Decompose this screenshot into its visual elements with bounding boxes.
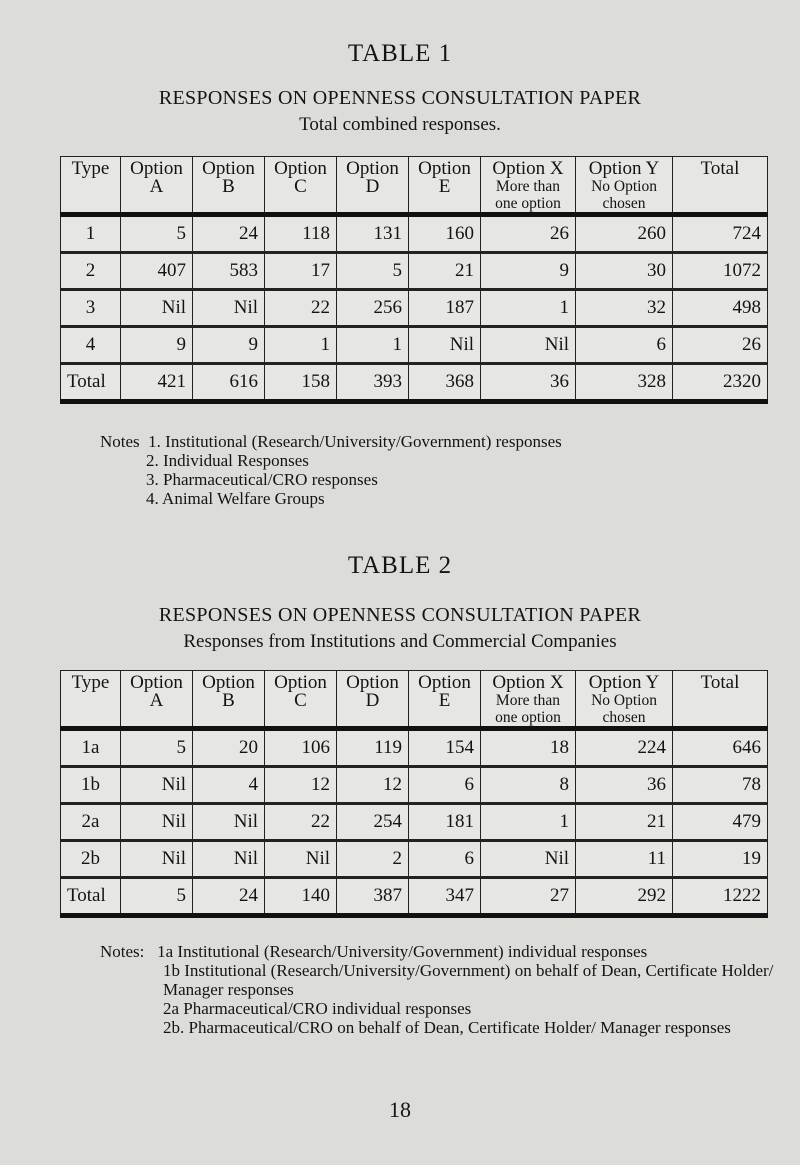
table-cell: 6 bbox=[576, 327, 673, 364]
table1-note: 3. Pharmaceutical/CRO responses bbox=[146, 470, 378, 489]
table-cell: Nil bbox=[481, 841, 576, 878]
table-cell: Nil bbox=[121, 767, 193, 804]
column-header-label: Option bbox=[202, 672, 255, 693]
table2-note: 2a Pharmaceutical/CRO individual responses bbox=[163, 999, 472, 1018]
table-cell: 4 bbox=[193, 767, 265, 804]
table1-note: 1. Institutional (Research/University/Government) responses bbox=[148, 432, 562, 451]
column-header-sublabel: D bbox=[365, 690, 380, 711]
table1-row bbox=[61, 327, 768, 364]
table-cell: 160 bbox=[409, 215, 481, 253]
table-cell: 11 bbox=[576, 841, 673, 878]
column-header-label: Option Y bbox=[588, 158, 660, 179]
table-cell: 36 bbox=[576, 767, 673, 804]
table1 bbox=[60, 156, 768, 404]
table-cell: 5 bbox=[121, 215, 193, 253]
table2-label: TABLE 2 bbox=[347, 552, 453, 579]
table-cell: 17 bbox=[265, 253, 337, 290]
table-cell: 1 bbox=[481, 804, 576, 841]
table1-column-header bbox=[409, 157, 481, 215]
table2-column-header bbox=[409, 671, 481, 729]
table1-row bbox=[61, 364, 768, 402]
column-header-label: Option bbox=[346, 672, 399, 693]
column-header-label: Option bbox=[130, 672, 183, 693]
column-header-label: Option bbox=[274, 158, 327, 179]
table-cell: 9 bbox=[481, 253, 576, 290]
table-cell: 368 bbox=[409, 364, 481, 402]
table-cell: 347 bbox=[409, 878, 481, 916]
table-cell: 1 bbox=[481, 290, 576, 327]
table1-label: TABLE 1 bbox=[347, 40, 453, 67]
column-header-sublabel: D bbox=[365, 176, 380, 197]
table-cell: 24 bbox=[193, 215, 265, 253]
table1-note: 2. Individual Responses bbox=[146, 451, 309, 470]
table1-subheading: Total combined responses. bbox=[299, 114, 501, 135]
table-cell: 32 bbox=[576, 290, 673, 327]
row-type-cell: Total bbox=[61, 364, 121, 402]
table-cell: 646 bbox=[673, 729, 768, 767]
table2-column-header bbox=[121, 671, 193, 729]
column-header-label: Type bbox=[71, 672, 110, 693]
row-type-cell: 2b bbox=[61, 841, 121, 878]
table-cell: 12 bbox=[337, 767, 409, 804]
table-cell: 5 bbox=[121, 878, 193, 916]
table-cell: 479 bbox=[673, 804, 768, 841]
table2-row bbox=[61, 878, 768, 916]
table-cell: 106 bbox=[265, 729, 337, 767]
table-cell: 131 bbox=[337, 215, 409, 253]
table-cell: 26 bbox=[481, 215, 576, 253]
table-cell: 21 bbox=[576, 804, 673, 841]
table2-subheading: Responses from Institutions and Commercial Companies bbox=[183, 631, 617, 652]
row-type-cell: 2 bbox=[61, 253, 121, 290]
page-number: 18 bbox=[389, 1097, 411, 1122]
table-cell: Nil bbox=[121, 841, 193, 878]
table1-note: 4. Animal Welfare Groups bbox=[146, 489, 325, 508]
table-cell: Nil bbox=[121, 804, 193, 841]
table-cell: 5 bbox=[337, 253, 409, 290]
column-header-sublabel: B bbox=[222, 690, 235, 711]
table-cell: 20 bbox=[193, 729, 265, 767]
table1-notes-label: Notes bbox=[100, 432, 140, 451]
column-header-sublabel: E bbox=[438, 690, 451, 711]
table1-heading: RESPONSES ON OPENNESS CONSULTATION PAPER bbox=[158, 87, 642, 109]
table1-column-header bbox=[265, 157, 337, 215]
table2-row bbox=[61, 841, 768, 878]
table2-column-header bbox=[337, 671, 409, 729]
table-cell: Nil bbox=[193, 290, 265, 327]
table1-column-header bbox=[121, 157, 193, 215]
column-header-sublabel: No Option chosen bbox=[591, 178, 657, 212]
table-cell: 583 bbox=[193, 253, 265, 290]
column-header-label: Total bbox=[700, 672, 740, 693]
table2-row bbox=[61, 767, 768, 804]
table-cell: Nil bbox=[481, 327, 576, 364]
table-cell: 254 bbox=[337, 804, 409, 841]
table2-column-header bbox=[576, 671, 673, 729]
table-cell: 328 bbox=[576, 364, 673, 402]
table-cell: 22 bbox=[265, 290, 337, 327]
row-type-cell: 1a bbox=[61, 729, 121, 767]
table-cell: 9 bbox=[193, 327, 265, 364]
table1-column-header bbox=[673, 157, 768, 215]
table-cell: 498 bbox=[673, 290, 768, 327]
table-cell: 21 bbox=[409, 253, 481, 290]
table-cell: 407 bbox=[121, 253, 193, 290]
table-cell: 224 bbox=[576, 729, 673, 767]
table-cell: 36 bbox=[481, 364, 576, 402]
table1-column-header bbox=[193, 157, 265, 215]
table1-column-header bbox=[576, 157, 673, 215]
table2-column-header bbox=[193, 671, 265, 729]
column-header-label: Total bbox=[700, 158, 740, 179]
table-cell: 18 bbox=[481, 729, 576, 767]
table-cell: 616 bbox=[193, 364, 265, 402]
table1-row bbox=[61, 253, 768, 290]
table-cell: 1072 bbox=[673, 253, 768, 290]
table1-column-header bbox=[481, 157, 576, 215]
table-cell: 30 bbox=[576, 253, 673, 290]
table2-notes bbox=[100, 942, 773, 1037]
column-header-sublabel: No Option chosen bbox=[591, 692, 657, 726]
column-header-label: Option bbox=[418, 158, 471, 179]
table-cell: Nil bbox=[193, 804, 265, 841]
column-header-label: Option X bbox=[492, 158, 564, 179]
table-cell: 724 bbox=[673, 215, 768, 253]
table-cell: 140 bbox=[265, 878, 337, 916]
table2-column-header bbox=[61, 671, 121, 729]
table-cell: 256 bbox=[337, 290, 409, 327]
column-header-label: Option X bbox=[492, 672, 564, 693]
table2-column-header bbox=[673, 671, 768, 729]
table-cell: 260 bbox=[576, 215, 673, 253]
column-header-label: Option bbox=[418, 672, 471, 693]
column-header-sublabel: B bbox=[222, 176, 235, 197]
table-cell: 1 bbox=[337, 327, 409, 364]
table2-note: Manager responses bbox=[163, 980, 294, 999]
column-header-label: Option bbox=[130, 158, 183, 179]
table-cell: 158 bbox=[265, 364, 337, 402]
column-header-sublabel: E bbox=[438, 176, 451, 197]
column-header-sublabel: C bbox=[294, 690, 307, 711]
table-cell: 6 bbox=[409, 767, 481, 804]
table-cell: 27 bbox=[481, 878, 576, 916]
column-header-sublabel: More than one option bbox=[495, 178, 561, 212]
table1-column-header bbox=[337, 157, 409, 215]
row-type-cell: Total bbox=[61, 878, 121, 916]
column-header-label: Option bbox=[202, 158, 255, 179]
table2-note: 1a Institutional (Research/University/Government) individual responses bbox=[157, 942, 648, 961]
table-cell: 187 bbox=[409, 290, 481, 327]
table-cell: 154 bbox=[409, 729, 481, 767]
table-cell: 393 bbox=[337, 364, 409, 402]
column-header-sublabel: More than one option bbox=[495, 692, 561, 726]
column-header-label: Option bbox=[346, 158, 399, 179]
table-cell: 12 bbox=[265, 767, 337, 804]
column-header-sublabel: A bbox=[149, 690, 164, 711]
row-type-cell: 3 bbox=[61, 290, 121, 327]
table1-column-header bbox=[61, 157, 121, 215]
table2-notes-label: Notes: bbox=[100, 942, 145, 961]
table-cell: 26 bbox=[673, 327, 768, 364]
table-cell: 24 bbox=[193, 878, 265, 916]
table2-column-header bbox=[481, 671, 576, 729]
table-cell: Nil bbox=[121, 290, 193, 327]
table-cell: 6 bbox=[409, 841, 481, 878]
table1-row bbox=[61, 215, 768, 253]
column-header-label: Type bbox=[71, 158, 110, 179]
table-cell: 2 bbox=[337, 841, 409, 878]
row-type-cell: 1b bbox=[61, 767, 121, 804]
table2-column-header bbox=[265, 671, 337, 729]
table-cell: 22 bbox=[265, 804, 337, 841]
column-header-label: Option bbox=[274, 672, 327, 693]
table2-heading: RESPONSES ON OPENNESS CONSULTATION PAPER bbox=[158, 604, 642, 626]
table-cell: Nil bbox=[409, 327, 481, 364]
table-cell: 9 bbox=[121, 327, 193, 364]
table-cell: 119 bbox=[337, 729, 409, 767]
row-type-cell: 1 bbox=[61, 215, 121, 253]
table-cell: 421 bbox=[121, 364, 193, 402]
table-cell: 118 bbox=[265, 215, 337, 253]
column-header-sublabel: A bbox=[149, 176, 164, 197]
table2-header-row bbox=[61, 671, 768, 729]
table2-note: 2b. Pharmaceutical/CRO on behalf of Dean, Certificate Holder/ Manager responses bbox=[163, 1018, 731, 1037]
table-cell: Nil bbox=[193, 841, 265, 878]
column-header-label: Option Y bbox=[588, 672, 660, 693]
row-type-cell: 4 bbox=[61, 327, 121, 364]
table-cell: 181 bbox=[409, 804, 481, 841]
table-cell: 292 bbox=[576, 878, 673, 916]
column-header-sublabel: C bbox=[294, 176, 307, 197]
table-cell: 8 bbox=[481, 767, 576, 804]
table-cell: 2320 bbox=[673, 364, 768, 402]
table-cell: Nil bbox=[265, 841, 337, 878]
table2-note: 1b Institutional (Research/University/Government) on behalf of Dean, Certificate Holder/ bbox=[163, 961, 774, 980]
table2 bbox=[60, 670, 768, 918]
table-cell: 5 bbox=[121, 729, 193, 767]
table-cell: 387 bbox=[337, 878, 409, 916]
table1-row bbox=[61, 290, 768, 327]
table1-notes bbox=[100, 432, 562, 508]
table2-row bbox=[61, 804, 768, 841]
table-cell: 19 bbox=[673, 841, 768, 878]
table-cell: 1 bbox=[265, 327, 337, 364]
table2-row bbox=[61, 729, 768, 767]
row-type-cell: 2a bbox=[61, 804, 121, 841]
table-cell: 1222 bbox=[673, 878, 768, 916]
table1-header-row bbox=[61, 157, 768, 215]
table-cell: 78 bbox=[673, 767, 768, 804]
